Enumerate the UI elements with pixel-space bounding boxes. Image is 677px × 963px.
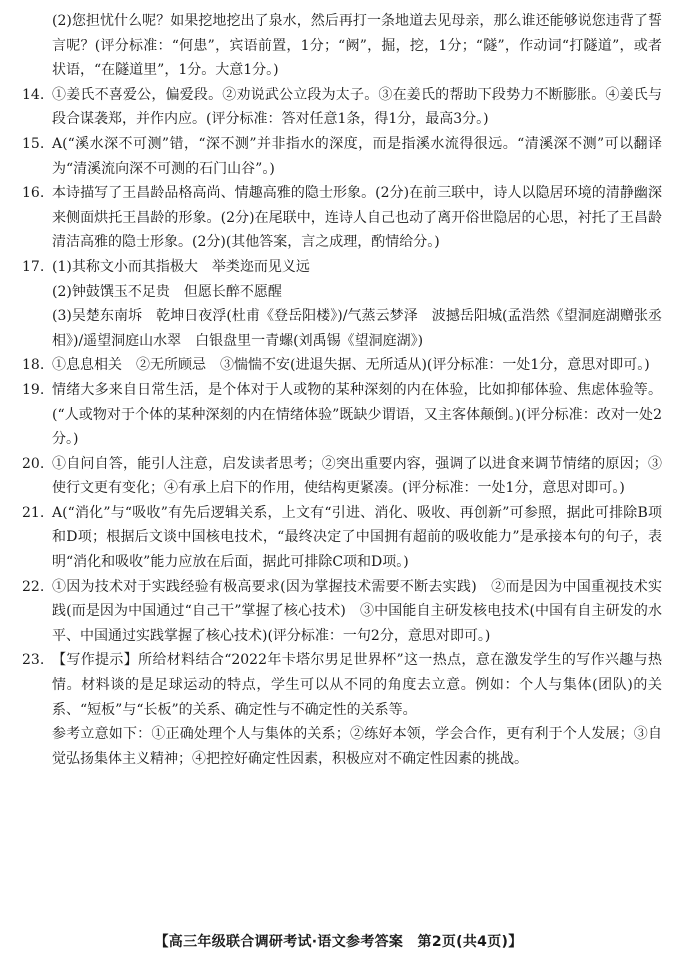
answer-text: ①因为技术对于实践经验有极高要求(因为掌握技术需要不断去实践) ②而是因为中国重视技术实践(而是因为中国通过“自己干”掌握了核心技术) ③中国能自主研发核电技术(中国有自主研发的水平、中国通过实践掌握了核心技术)(评分标准：一句2分，意思对即可。) [52,578,662,644]
answer-content [22,9,662,771]
reference-ideas-text: 参考立意如下：①正确处理个人与集体的关系；②练好本领，学会合作，更有利于个人发展；③自觉弘扬集体主义精神；④把控好确定性因素，积极应对不确定性因素的挑战。 [52,726,662,767]
answer-text: A(“溪水深不可测”错，“深不测”并非指水的深度，而是指溪水流得很远。“清溪深不测”可以翻译为“清溪流向深不可测的石门山谷”。) [52,135,662,177]
answer-17-line-1: (1)其称文小而其指极大 举类迩而见义远 [52,258,310,275]
question-number: 23. [22,652,45,669]
question-number: 17. [22,258,45,275]
answer-19 [22,378,662,452]
question-number: 16. [22,185,45,202]
answer-15 [22,132,662,181]
answer-21 [22,501,662,575]
answer-20 [22,452,662,501]
question-number: 21. [22,504,45,521]
answer-14 [22,83,662,132]
answer-23 [22,648,662,771]
answer-17-line-2: (2)钟鼓馔玉不足贵 但愿长醉不愿醒 [52,283,282,300]
answer-text: 情绪大多来自日常生活，是个体对于人或物的某种深刻的内在体验，比如抑郁体验、焦虑体验等。(“人或物对于个体的某种深刻的内在情绪体验”既缺少谓语，又主客体颠倒。)(评分标准：改对一处2分。) [52,381,662,448]
question-number: 22. [22,578,45,595]
answer-16 [22,181,662,255]
answer-13-continuation [22,9,662,83]
question-number: 18. [22,357,45,374]
answer-13-2-text: (2)您担忧什么呢？如果挖地挖出了泉水，然后再打一条地道去见母亲，那么谁还能够说您违背了誓言呢？(评分标准：“何患”，宾语前置，1分；“阙”，掘，挖，1分；“隧”，作动词“打隧道”，或者状语，“在隧道里”，1分。大意1分。) [52,13,662,79]
question-number: 19. [22,381,45,398]
answer-text: A(“消化”与“吸收”有先后逻辑关系，上文有“引进、消化、吸收、再创新”可参照，据此可排除B项和D项；根据后文谈中国核电技术，“最终决定了中国拥有超前的吸收能力”是承接本句的句子，表明“消化和吸收”能力应放在后面，据此可排除C项和D项。) [52,504,662,571]
answer-17-line-3: (3)吴楚东南坼 乾坤日夜浮(杜甫《登岳阳楼》)/气蒸云梦泽 波撼岳阳城(孟浩然《望洞庭湖赠张丞相》)/遥望洞庭山水翠 白银盘里一青螺(刘禹锡《望洞庭湖》) [52,308,662,349]
answer-22 [22,575,662,649]
answer-18 [22,353,662,378]
page-footer: 【高三年级联合调研考试·语文参考答案 第2页(共4页)】 [154,934,523,950]
writing-tip-text: 【写作提示】所给材料结合“2022年卡塔尔男足世界杯”这一热点，意在激发学生的写作兴趣与热情。材料谈的是足球运动的特点，学生可以从不同的角度去立意。例如：个人与集体(团队)的关系、“短板”与“长板”的关系、确定性与不确定性的关系等。 [52,652,662,718]
question-number: 20. [22,455,45,472]
question-number: 14. [22,86,45,103]
answer-text: ①自问自答，能引人注意，启发读者思考；②突出重要内容，强调了以进食来调节情绪的原因；③使行文更有变化；④有承上启下的作用，使结构更紧凑。(评分标准：一处1分，意思对即可。) [52,455,662,497]
question-number: 15. [22,135,45,152]
answer-17 [22,255,662,353]
answer-text: 本诗描写了王昌龄品格高尚、情趣高雅的隐士形象。(2分)在前三联中，诗人以隐居环境的清静幽深来侧面烘托王昌龄的形象。(2分)在尾联中，连诗人自己也动了离开俗世隐居的心思，衬托了王昌龄清洁高雅的隐士形象。(2分)(其他答案，言之成理，酌情给分。) [52,185,662,251]
answer-text: ①姜氏不喜爱公，偏爱段。②劝说武公立段为太子。③在姜氏的帮助下段势力不断膨胀。④姜氏与段合谋袭郑，并作内应。(评分标准：答对任意1条，得1分，最高3分。) [52,86,662,128]
answer-text: ①息息相关 ②无所顾忌 ③惴惴不安(进退失据、无所适从)(评分标准：一处1分，意思对即可。) [52,357,650,374]
